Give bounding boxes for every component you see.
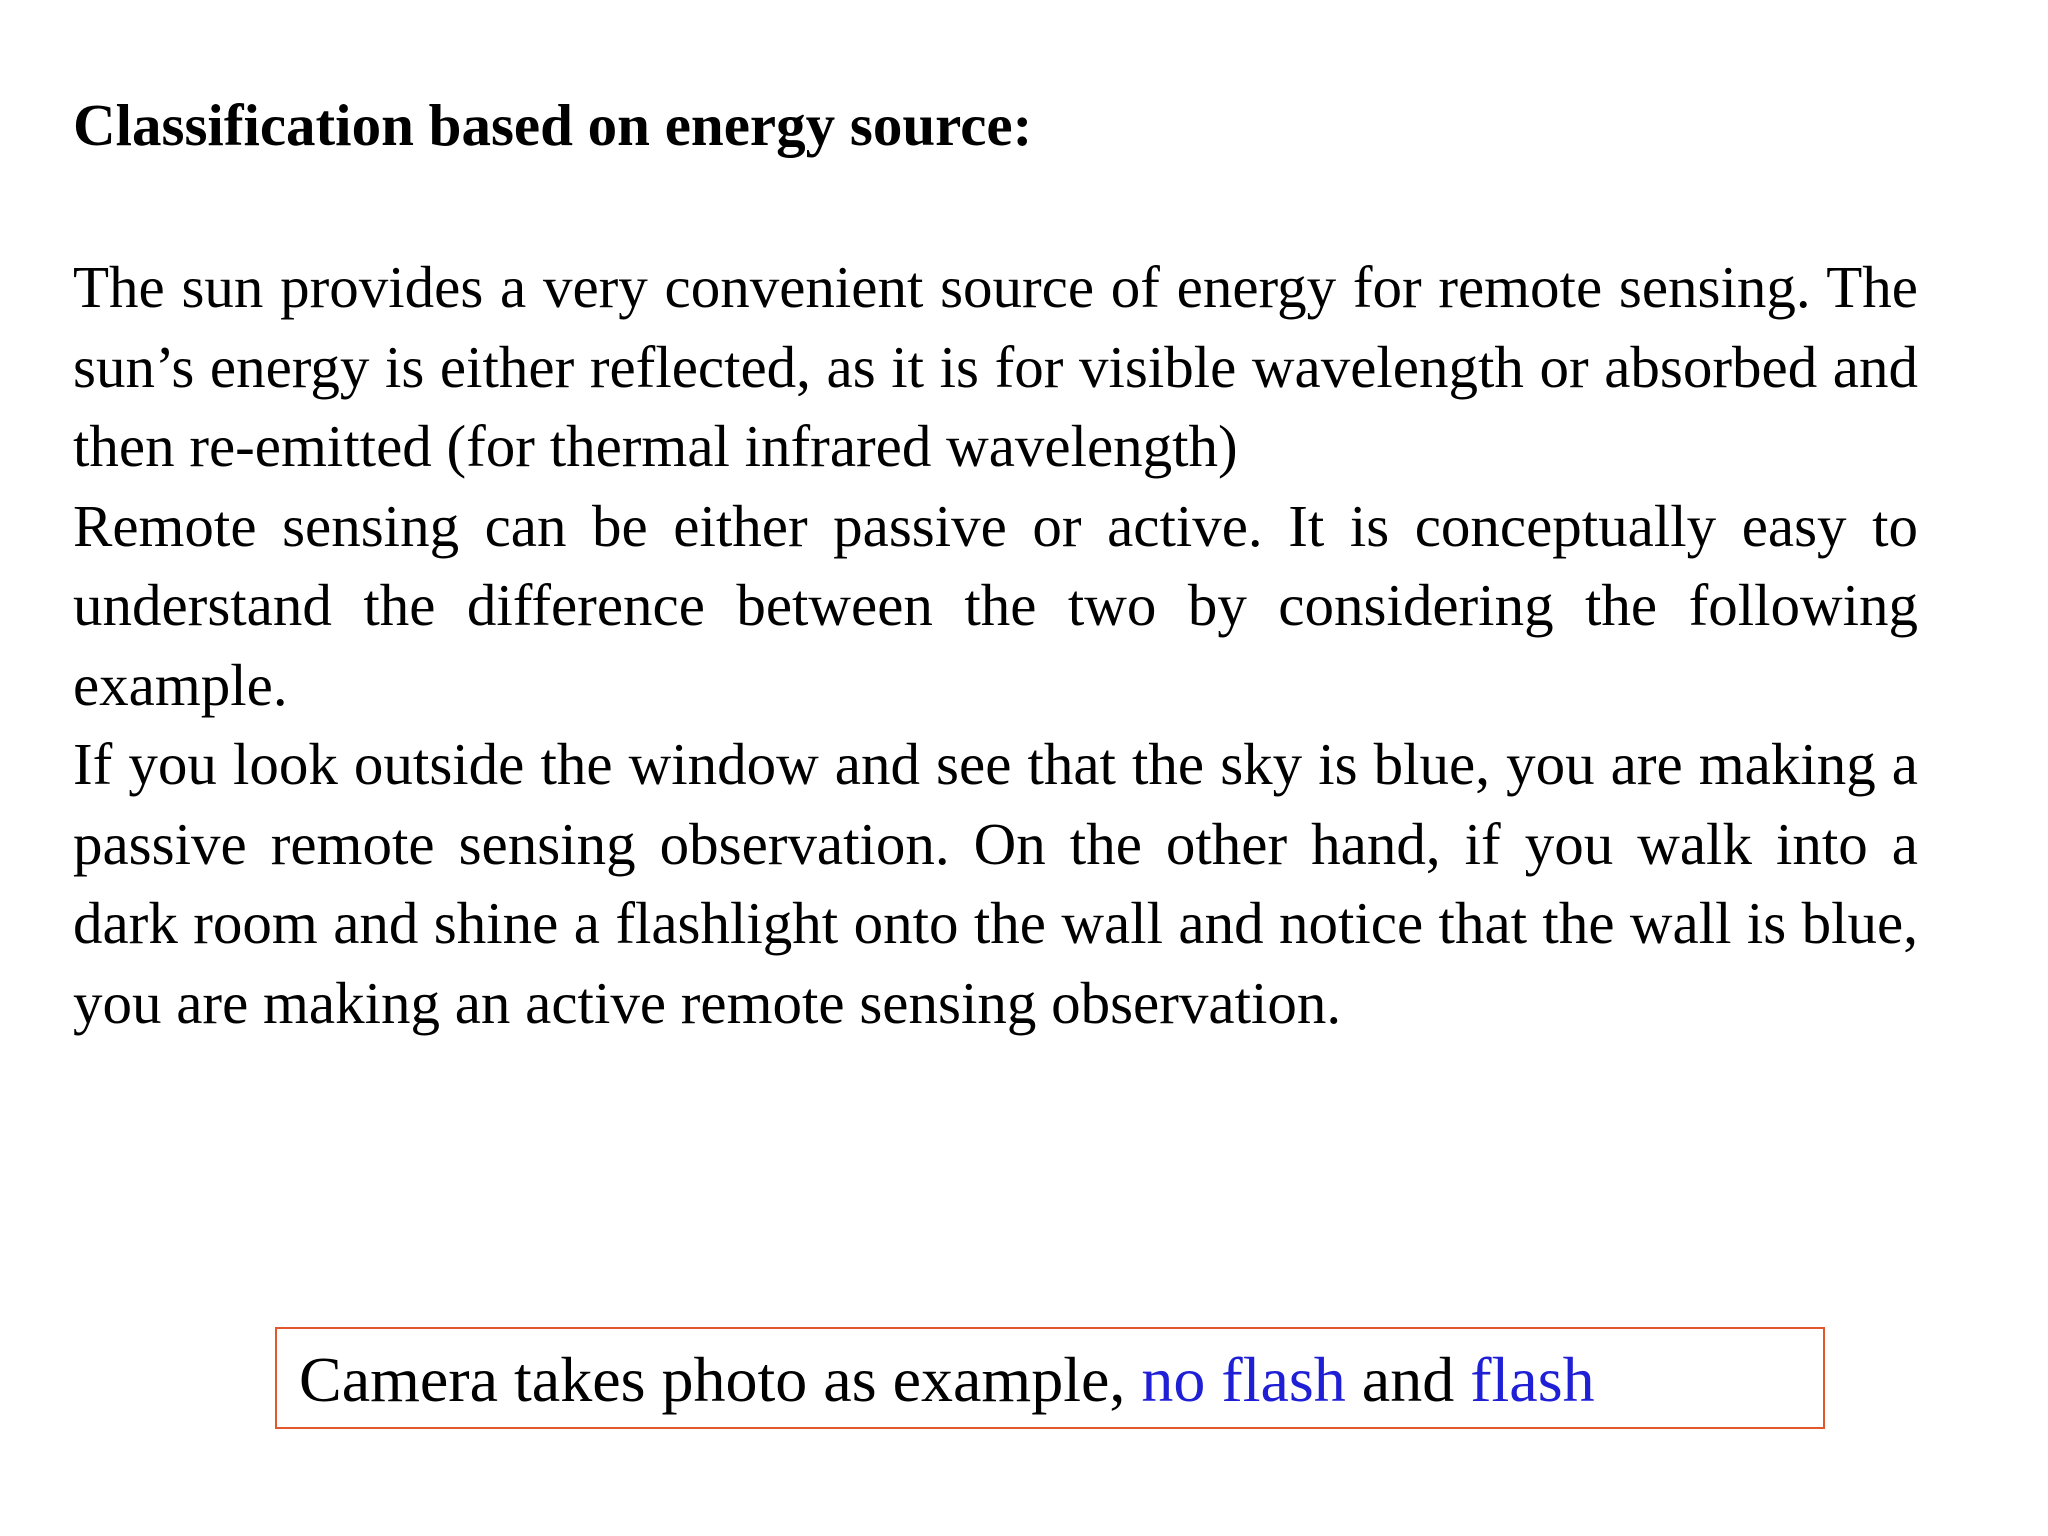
paragraph-example: If you look outside the window and see that the sky is blue, you are making a passive remote sensing observation. On the other hand, if you walk into a dark room and shine a flashlight onto the wall and notice that the wall is blue, you are making an active remote sensing observation.: [73, 731, 1918, 1036]
callout-text: [299, 1329, 1823, 1431]
flash-link[interactable]: flash: [1470, 1344, 1595, 1415]
paragraph-passive-active: Remote sensing can be either passive or active. It is conceptually easy to understand the difference between the two by considering the following example.: [73, 492, 1918, 718]
slide-body: [73, 248, 1918, 1043]
no-flash-link[interactable]: no flash: [1141, 1344, 1346, 1415]
callout-box: [275, 1327, 1825, 1429]
paragraph-sun-energy: The sun provides a very convenient source of energy for remote sensing. The sun’s energy is either reflected, as it is for visible wavelength or absorbed and then re-emitted (for thermal infrared wavelength): [73, 254, 1918, 479]
callout-middle: and: [1345, 1344, 1471, 1415]
callout-prefix: Camera takes photo as example,: [299, 1344, 1142, 1415]
slide-heading: Classification based on energy source:: [73, 92, 1033, 158]
